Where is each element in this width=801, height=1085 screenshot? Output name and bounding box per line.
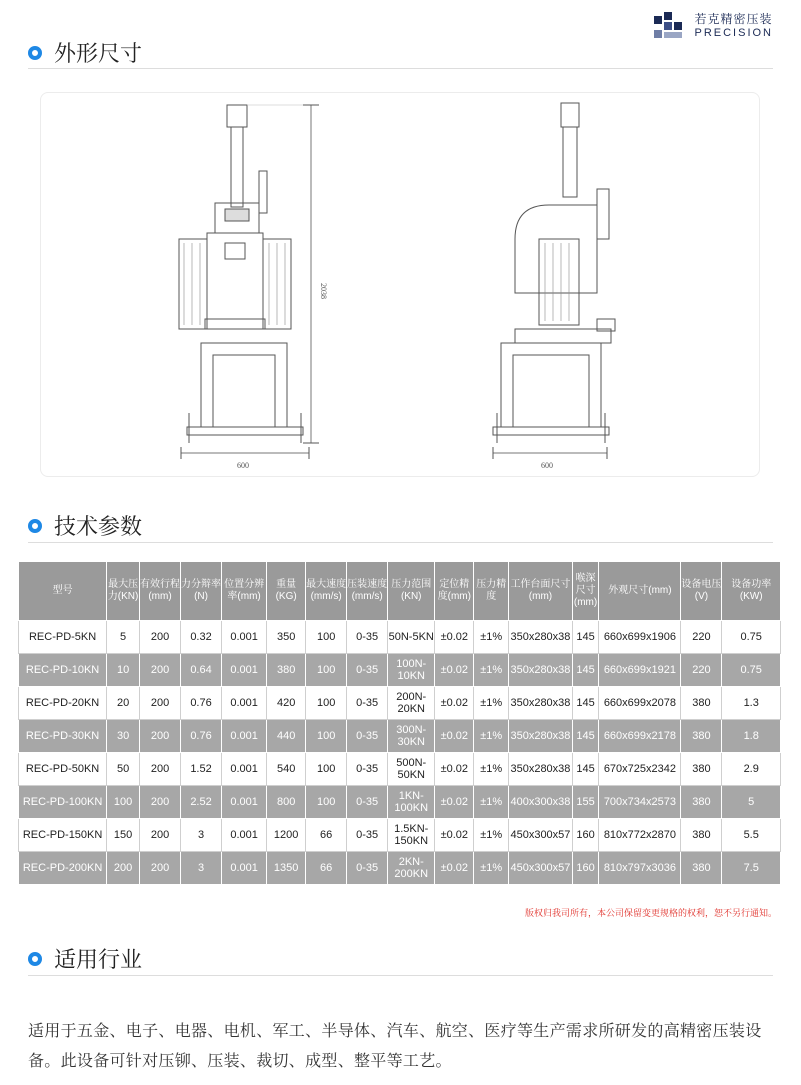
table-cell: 350x280x38: [509, 720, 573, 753]
table-cell: 66: [306, 819, 347, 852]
table-cell: 200: [140, 786, 181, 819]
table-cell: 160: [572, 852, 599, 885]
table-cell: 30: [107, 720, 140, 753]
front-width-label: 600: [237, 461, 249, 470]
table-cell: 200: [140, 654, 181, 687]
table-body: [19, 621, 781, 885]
table-cell: 160: [572, 819, 599, 852]
table-cell: 400x300x38: [509, 786, 573, 819]
table-header-cell: 有效行程(mm): [140, 562, 181, 621]
table-row: [19, 786, 781, 819]
table-cell: 5: [107, 621, 140, 654]
table-cell: ±0.02: [435, 621, 474, 654]
table-cell: 1.8: [722, 720, 781, 753]
section-dimensions-title: 外形尺寸: [54, 42, 143, 67]
section-dimensions-header: [28, 37, 142, 68]
table-cell: 2.9: [722, 753, 781, 786]
table-cell: 810x772x2870: [599, 819, 681, 852]
circle-bullet-icon: [28, 952, 42, 966]
table-header-cell: 最大压力(KN): [107, 562, 140, 621]
table-header-cell: 最大速度(mm/s): [306, 562, 347, 621]
table-cell: 0.64: [181, 654, 222, 687]
table-cell: 200: [140, 621, 181, 654]
table-header-cell: 定位精度(mm): [435, 562, 474, 621]
table-cell: 0.001: [222, 786, 267, 819]
table-cell: 1200: [267, 819, 306, 852]
circle-bullet-icon: [28, 519, 42, 533]
table-cell: 0.32: [181, 621, 222, 654]
table-header-cell: 喉深尺寸(mm): [572, 562, 599, 621]
brand-logo: [654, 12, 773, 40]
table-cell: 1.3: [722, 687, 781, 720]
table-cell: 0-35: [347, 819, 388, 852]
table-cell: 800: [267, 786, 306, 819]
table-cell: 700x734x2573: [599, 786, 681, 819]
table-cell: 350x280x38: [509, 654, 573, 687]
section-specs-header: [28, 510, 142, 541]
section-industry-header: [28, 943, 142, 974]
table-cell: 0.76: [181, 720, 222, 753]
table-header-cell: 位置分辨率(mm): [222, 562, 267, 621]
table-cell: 5: [722, 786, 781, 819]
table-cell: 7.5: [722, 852, 781, 885]
table-cell: 380: [681, 720, 722, 753]
logo-mark-icon: [654, 12, 688, 40]
table-cell: 450x300x57: [509, 819, 573, 852]
table-cell: 150: [107, 819, 140, 852]
side-body: [515, 205, 597, 293]
table-cell: 200: [140, 687, 181, 720]
table-cell: ±1%: [474, 819, 509, 852]
table-cell: ±1%: [474, 621, 509, 654]
table-cell: ±0.02: [435, 687, 474, 720]
side-foot: [493, 427, 609, 435]
table-cell: ±1%: [474, 852, 509, 885]
spec-table: [18, 561, 781, 885]
table-cell: 380: [681, 786, 722, 819]
table-cell: 0.001: [222, 687, 267, 720]
table-cell: 10: [107, 654, 140, 687]
table-header-cell: 压力范围(KN): [388, 562, 435, 621]
table-cell: 380: [681, 753, 722, 786]
table-header-cell: 压力精度: [474, 562, 509, 621]
table-cell: 145: [572, 654, 599, 687]
side-base-inner: [513, 355, 589, 427]
model-cell: REC-PD-10KN: [19, 654, 107, 687]
table-cell: ±0.02: [435, 786, 474, 819]
front-column: [231, 127, 243, 207]
table-cell: ±1%: [474, 753, 509, 786]
table-cell: ±1%: [474, 786, 509, 819]
table-cell: 300N-30KN: [388, 720, 435, 753]
model-cell: REC-PD-200KN: [19, 852, 107, 885]
table-cell: 670x725x2342: [599, 753, 681, 786]
table-row: [19, 753, 781, 786]
table-cell: 3: [181, 852, 222, 885]
table-cell: 1350: [267, 852, 306, 885]
model-cell: REC-PD-150KN: [19, 819, 107, 852]
table-cell: 200: [140, 852, 181, 885]
table-cell: 2.52: [181, 786, 222, 819]
front-foot: [187, 427, 303, 435]
table-header-cell: 外观尺寸(mm): [599, 562, 681, 621]
table-cell: 5.5: [722, 819, 781, 852]
divider: [28, 68, 773, 69]
table-cell: 50N-5KN: [388, 621, 435, 654]
table-cell: 200: [140, 753, 181, 786]
table-cell: 0-35: [347, 654, 388, 687]
front-base: [201, 343, 287, 427]
table-cell: 0.76: [181, 687, 222, 720]
table-cell: 0-35: [347, 786, 388, 819]
table-header-row: [19, 562, 781, 621]
table-cell: 200N-20KN: [388, 687, 435, 720]
table-cell: 540: [267, 753, 306, 786]
table-header-cell: 压装速度(mm/s): [347, 562, 388, 621]
table-cell: 0-35: [347, 687, 388, 720]
table-cell: 660x699x1906: [599, 621, 681, 654]
table-cell: 380: [681, 819, 722, 852]
table-cell: 450x300x57: [509, 852, 573, 885]
circle-bullet-icon: [28, 46, 42, 60]
table-cell: 350x280x38: [509, 753, 573, 786]
table-row: [19, 819, 781, 852]
logo-cn-text: 若克精密压装: [694, 12, 773, 26]
table-cell: ±1%: [474, 720, 509, 753]
front-base-inner: [213, 355, 275, 427]
table-cell: 350x280x38: [509, 621, 573, 654]
table-cell: ±0.02: [435, 720, 474, 753]
front-guard-left: [179, 239, 207, 329]
table-header-cell: 设备电压(V): [681, 562, 722, 621]
table-cell: 0.001: [222, 621, 267, 654]
front-ram: [225, 243, 245, 259]
front-motor-top: [227, 105, 247, 127]
model-cell: REC-PD-100KN: [19, 786, 107, 819]
table-cell: 100: [306, 720, 347, 753]
table-cell: ±0.02: [435, 852, 474, 885]
table-cell: 500N-50KN: [388, 753, 435, 786]
table-cell: 0-35: [347, 852, 388, 885]
table-cell: 1.5KN-150KN: [388, 819, 435, 852]
table-header-cell: 重量(KG): [267, 562, 306, 621]
table-cell: 200: [140, 819, 181, 852]
table-cell: 660x699x2178: [599, 720, 681, 753]
table-row: [19, 654, 781, 687]
table-cell: ±0.02: [435, 819, 474, 852]
divider: [28, 975, 773, 976]
table-cell: 145: [572, 720, 599, 753]
table-cell: 0.001: [222, 720, 267, 753]
table-cell: 0.001: [222, 654, 267, 687]
table-cell: 100: [107, 786, 140, 819]
model-cell: REC-PD-50KN: [19, 753, 107, 786]
table-cell: 0.75: [722, 654, 781, 687]
table-cell: 1.52: [181, 753, 222, 786]
table-cell: 350x280x38: [509, 687, 573, 720]
table-cell: ±1%: [474, 654, 509, 687]
table-cell: 1KN-100KN: [388, 786, 435, 819]
dimension-drawing: [40, 92, 760, 477]
model-cell: REC-PD-30KN: [19, 720, 107, 753]
table-cell: 220: [681, 654, 722, 687]
height-label: 2038: [319, 283, 328, 299]
divider: [28, 542, 773, 543]
table-cell: 50: [107, 753, 140, 786]
section-specs-title: 技术参数: [54, 515, 143, 540]
front-handle: [259, 171, 267, 213]
table-row: [19, 687, 781, 720]
table-row: [19, 720, 781, 753]
table-cell: 0.001: [222, 852, 267, 885]
table-cell: 100: [306, 753, 347, 786]
table-cell: 350: [267, 621, 306, 654]
table-cell: 66: [306, 852, 347, 885]
table-cell: 660x699x2078: [599, 687, 681, 720]
table-cell: 100N-10KN: [388, 654, 435, 687]
table-cell: 145: [572, 621, 599, 654]
table-cell: 440: [267, 720, 306, 753]
table-cell: ±0.02: [435, 654, 474, 687]
logo-en-text: PRECISION: [694, 27, 773, 39]
industry-paragraph: 适用于五金、电子、电器、电机、军工、半导体、汽车、航空、医疗等生产需求所研发的高精密压装设备。此设备可针对压铆、压装、裁切、成型、整平等工艺。: [28, 1021, 762, 1070]
table-header-cell: 型号: [19, 562, 107, 621]
table-cell: ±0.02: [435, 753, 474, 786]
table-cell: 660x699x1921: [599, 654, 681, 687]
table-cell: 0.001: [222, 819, 267, 852]
table-cell: 380: [267, 654, 306, 687]
table-cell: 145: [572, 687, 599, 720]
table-cell: 2KN-200KN: [388, 852, 435, 885]
front-table: [205, 319, 265, 329]
table-cell: 100: [306, 621, 347, 654]
table-row: [19, 852, 781, 885]
table-cell: 100: [306, 786, 347, 819]
table-cell: 0-35: [347, 621, 388, 654]
model-cell: REC-PD-5KN: [19, 621, 107, 654]
table-cell: 0-35: [347, 753, 388, 786]
copyright-note: 版权归我司所有，本公司保留变更规格的权利，恕不另行通知。: [524, 909, 777, 919]
table-cell: 200: [140, 720, 181, 753]
table-cell: 380: [681, 687, 722, 720]
table-row: [19, 621, 781, 654]
table-cell: 380: [681, 852, 722, 885]
table-cell: 145: [572, 753, 599, 786]
side-motor-top: [561, 103, 579, 127]
side-base: [501, 343, 601, 427]
model-cell: REC-PD-20KN: [19, 687, 107, 720]
table-cell: 200: [107, 852, 140, 885]
table-cell: 220: [681, 621, 722, 654]
side-width-label: 600: [541, 461, 553, 470]
table-cell: 0.75: [722, 621, 781, 654]
table-header-cell: 力分辩率(N): [181, 562, 222, 621]
front-frame: [207, 233, 263, 329]
side-column: [563, 127, 577, 197]
side-gauge: [597, 189, 609, 239]
drawing-svg: [41, 93, 759, 476]
table-cell: 0-35: [347, 720, 388, 753]
table-cell: 0.001: [222, 753, 267, 786]
table-cell: 155: [572, 786, 599, 819]
table-header-cell: 设备功率(KW): [722, 562, 781, 621]
section-industry-title: 适用行业: [54, 948, 143, 973]
table-cell: 100: [306, 687, 347, 720]
table-cell: 20: [107, 687, 140, 720]
table-cell: 100: [306, 654, 347, 687]
front-screen: [225, 209, 249, 221]
table-cell: 3: [181, 819, 222, 852]
table-cell: ±1%: [474, 687, 509, 720]
table-cell: 810x797x3036: [599, 852, 681, 885]
table-cell: 420: [267, 687, 306, 720]
table-header-cell: 工作台面尺寸(mm): [509, 562, 573, 621]
